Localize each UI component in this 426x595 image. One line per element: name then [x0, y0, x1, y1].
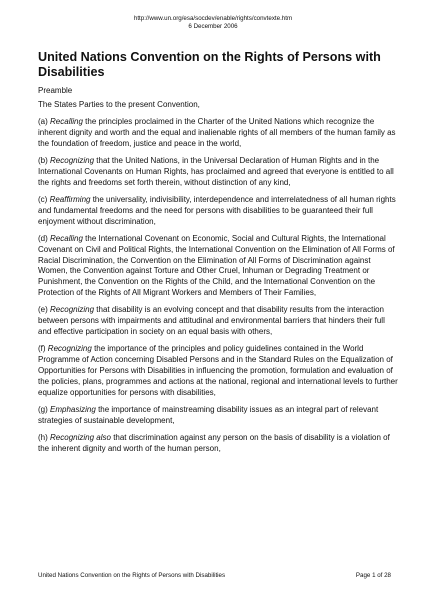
paragraph-text: the importance of mainstreaming disability issues as an integral part of relevant strategies of sustainable development, [38, 404, 379, 425]
preamble-paragraph-h [38, 433, 400, 455]
footer-title: United Nations Convention on the Rights of Persons with Disabilities [38, 572, 226, 579]
paragraph-verb: Recalling [50, 117, 83, 126]
page-number: Page 1 of 28 [355, 572, 391, 579]
document-title: United Nations Convention on the Rights of Persons with Disabilities [38, 50, 381, 79]
preamble-heading: Preamble [38, 86, 73, 95]
paragraph-text: the universality, indivisibility, interdependence and interrelatedness of all human rights and fundamental freedoms and the need for persons with disabilities to be guaranteed their full enjoyment without discrimination, [38, 194, 396, 226]
preamble-paragraph-b [38, 156, 400, 188]
paragraph-text: that disability is an evolving concept and that disability results from the interaction between persons with impairments and attitudinal and environmental barriers that hinders their full and effective participation in society on an equal basis with others, [38, 305, 385, 336]
preamble-paragraphs [38, 117, 400, 461]
header-date: 6 December 2006 [188, 22, 238, 30]
preamble-paragraph-d [38, 234, 400, 299]
paragraph-marker: (a) [38, 117, 48, 126]
paragraph-text: that discrimination against any person on the basis of disability is a violation of the inherent dignity and worth of the human person, [38, 433, 390, 453]
page-header [0, 15, 426, 30]
preamble-intro: The States Parties to the present Convention, [38, 100, 200, 109]
paragraph-text: the principles proclaimed in the Charter of the United Nations which recognize the inherent dignity and worth and the equal and inalienable rights of all members of the human family as the foundation of freedom, justice and peace in the world, [38, 117, 396, 148]
paragraph-marker: (h) [38, 433, 48, 443]
paragraph-verb: Emphasizing [50, 404, 96, 414]
paragraph-marker: (e) [38, 305, 48, 315]
preamble-paragraph-e [38, 305, 400, 337]
preamble-paragraph-f [38, 344, 400, 398]
paragraph-verb: Recognizing [50, 155, 95, 165]
page-footer [38, 572, 391, 579]
preamble-paragraph-a [38, 117, 400, 149]
paragraph-marker: (f) [38, 344, 46, 354]
paragraph-text: the International Covenant on Economic, Social and Cultural Rights, the International Covenant on Civil and Political Rights, the International Convention on the Elimination of All Forms of Racial Discrimination, the Convention on the Elimination of All Forms of Discrimination against Women, the Convention against Torture and Other Cruel, Inhuman or Degrading Treatment or Punishment, the Convention on the Rights of the Child, and the International Convention on the Protection of the Rights of All Migrant Workers and Members of Their Families, [38, 233, 395, 297]
source-url: http://www.un.org/esa/socdev/enable/rights/convtexte.htm [133, 15, 293, 22]
paragraph-text: that the United Nations, in the Universal Declaration of Human Rights and in the International Covenants on Human Rights, has proclaimed and agreed that everyone is entitled to all the rights and freedoms set forth therein, without distinction of any kind, [38, 155, 394, 187]
paragraph-verb: Recalling [50, 233, 83, 243]
paragraph-verb: Recognizing also [50, 433, 111, 443]
paragraph-marker: (c) [38, 194, 48, 204]
paragraph-marker: (g) [38, 404, 48, 414]
paragraph-verb: Recognizing [47, 344, 92, 354]
paragraph-marker: (b) [38, 155, 48, 165]
paragraph-verb: Reaffirming [49, 194, 91, 204]
preamble-paragraph-g [38, 405, 400, 427]
paragraph-marker: (d) [38, 233, 48, 243]
paragraph-text: the importance of the principles and policy guidelines contained in the World Programme of Action concerning Disabled Persons and in the Standard Rules on the Equalization of Opportunities for Persons with Disabilities in influencing the promotion, formulation and evaluation of the policies, plans, programmes and actions at the national, regional and international levels to further equalize opportunities for persons with disabilities, [38, 344, 398, 397]
preamble-paragraph-c [38, 195, 400, 227]
paragraph-verb: Recognizing [50, 305, 95, 315]
